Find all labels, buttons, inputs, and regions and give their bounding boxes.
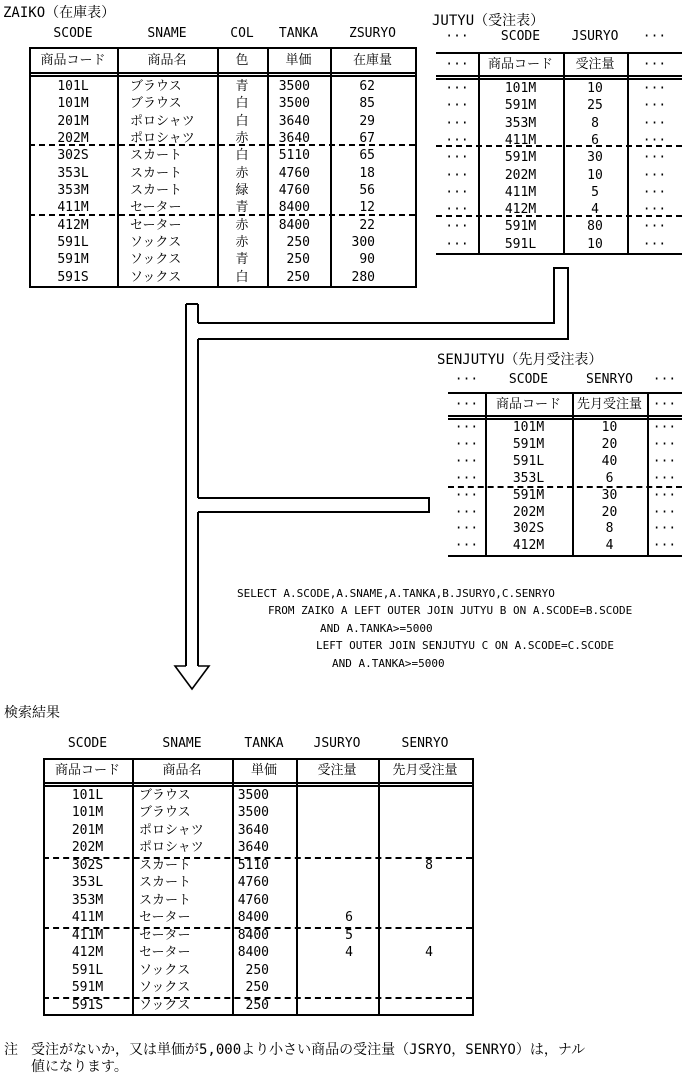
- senjutyu-row-dots: ···: [652, 504, 677, 520]
- zaiko-bottom-border: [29, 286, 415, 288]
- jutyu-row-cell: 202M: [504, 167, 537, 183]
- result-row-cell: [298, 822, 376, 839]
- result-row-cell: ソックス: [139, 962, 191, 978]
- senjutyu-row-dots: ···: [652, 538, 677, 554]
- sql-line-2: FROM ZAIKO A LEFT OUTER JOIN JUTYU B ON A.SCODE=B.SCODE: [268, 604, 633, 617]
- zaiko-row-cell: 青: [235, 79, 249, 94]
- zaiko-row-cell: ブラウス: [130, 79, 182, 94]
- senjutyu-row-dots: ···: [652, 521, 677, 537]
- senjutyu-row-cell: 202M: [512, 504, 545, 520]
- senjutyu-header-cell: 商品コード: [495, 397, 561, 412]
- jutyu-row-cell: 10: [587, 167, 603, 183]
- zaiko-row-cell: 3500: [278, 96, 310, 112]
- result-row-cell: 101L: [71, 788, 104, 803]
- jutyu-row-dots: ···: [642, 236, 667, 252]
- result-row-cell: 353M: [71, 892, 104, 908]
- zaiko-row-cell: 青: [235, 252, 249, 268]
- jutyu-header-cell: ···: [445, 57, 469, 72]
- sql-line-5: AND A.TANKA>=5000: [332, 657, 445, 670]
- result-row-cell: 8400: [237, 910, 269, 926]
- result-row-cell: [298, 997, 376, 1014]
- jutyu-row-dots: ···: [445, 236, 469, 252]
- result-col-label: JSURYO: [313, 737, 361, 751]
- senjutyu-connector-pipe: [198, 498, 429, 512]
- jutyu-row-dots: ···: [445, 98, 469, 114]
- senjutyu-row-cell: 101M: [512, 420, 545, 435]
- result-row-cell: 8400: [237, 945, 269, 961]
- jutyu-row-dots: ···: [642, 219, 667, 235]
- zaiko-col-label: TANKA: [278, 27, 319, 41]
- jutyu-row-dots: ···: [642, 132, 667, 148]
- zaiko-row-cell: 4760: [278, 182, 310, 198]
- arrow-head-icon: [175, 666, 209, 689]
- zaiko-header-cell: 単価: [285, 53, 312, 68]
- note-line-2: 値になります。: [31, 1059, 128, 1075]
- zaiko-col-label: COL: [230, 27, 254, 41]
- result-row-cell: セーター: [139, 927, 191, 943]
- result-col-label: SNAME: [162, 737, 202, 751]
- zaiko-header-double-line-a: [29, 72, 415, 74]
- jutyu-row-cell: 8: [591, 115, 599, 131]
- jutyu-row-cell: 10: [587, 236, 603, 252]
- result-row-cell: スカート: [139, 892, 192, 908]
- jutyu-row-cell: 80: [587, 219, 603, 235]
- jutyu-row-cell: 4: [591, 202, 599, 218]
- jutyu-row-cell: 411M: [504, 132, 537, 148]
- result-row-cell: 5: [345, 927, 353, 943]
- result-row-cell: ソックス: [139, 997, 191, 1013]
- result-row-cell: 250: [245, 980, 269, 996]
- senjutyu-row-dots: ···: [652, 453, 677, 469]
- senjutyu-row-dots: ···: [652, 487, 677, 503]
- jutyu-header-cell: 商品コード: [487, 57, 553, 72]
- jutyu-header-cell: ···: [642, 57, 667, 72]
- zaiko-row-cell: 90: [359, 252, 375, 268]
- zaiko-row-cell: 5110: [278, 148, 310, 164]
- senjutyu-row-cell: 591M: [512, 436, 545, 452]
- senjutyu-row-cell: 6: [605, 470, 614, 486]
- result-row-cell: ソックス: [139, 980, 191, 996]
- zaiko-row-cell: 29: [359, 113, 375, 129]
- result-column-divider: [472, 758, 474, 1016]
- jutyu-header-cell: 受注量: [575, 57, 615, 72]
- zaiko-row-cell: 赤: [235, 165, 249, 181]
- result-label: 検索結果: [4, 705, 60, 721]
- zaiko-row-cell: 22: [359, 217, 375, 233]
- jutyu-row-dots: ···: [642, 167, 667, 183]
- result-row-cell: 353L: [71, 875, 104, 891]
- zaiko-col-label: SNAME: [147, 27, 187, 41]
- zaiko-row-cell: 101M: [57, 96, 89, 112]
- zaiko-row-cell: 青: [235, 200, 249, 216]
- result-row-cell: [380, 962, 470, 979]
- zaiko-row-cell: ブラウス: [130, 96, 182, 112]
- zaiko-row-cell: ソックス: [130, 234, 182, 250]
- zaiko-row-cell: 411M: [57, 200, 89, 216]
- senjutyu-row-cell: 412M: [512, 538, 545, 554]
- zaiko-row-cell: 白: [235, 113, 249, 129]
- result-row-cell: スカート: [139, 857, 192, 873]
- result-col-label: TANKA: [244, 737, 284, 751]
- result-row-cell: [380, 822, 470, 839]
- jutyu-row-dots: ···: [642, 184, 667, 200]
- result-header-double-line-a: [43, 782, 472, 784]
- jutyu-row-cell: 591M: [504, 219, 537, 235]
- result-row-cell: ブラウス: [139, 788, 191, 803]
- zaiko-row-cell: ソックス: [130, 252, 182, 268]
- jutyu-bottom-border: [436, 253, 682, 255]
- zaiko-row-cell: 56: [359, 182, 375, 198]
- zaiko-row-cell: 300: [351, 234, 375, 250]
- jutyu-row-dots: ···: [445, 81, 469, 96]
- jutyu-row-cell: 101M: [504, 81, 537, 96]
- zaiko-row-cell: 緑: [235, 182, 249, 198]
- jutyu-row-dots: ···: [642, 98, 667, 114]
- jutyu-row-dots: ···: [642, 150, 667, 166]
- zaiko-row-cell: 8400: [278, 217, 310, 233]
- senjutyu-row-cell: 353L: [512, 470, 545, 486]
- zaiko-row-cell: ポロシャツ: [130, 113, 195, 129]
- result-row-cell: ポロシャツ: [139, 822, 204, 838]
- zaiko-row-cell: 591L: [57, 234, 89, 250]
- senjutyu-row-dots: ···: [652, 420, 677, 435]
- zaiko-row-cell: 赤: [235, 217, 249, 233]
- result-row-cell: [298, 787, 376, 804]
- zaiko-header-cell: 商品コード: [40, 53, 106, 68]
- result-row-cell: 591M: [71, 980, 104, 996]
- zaiko-row-cell: 白: [235, 148, 249, 164]
- result-row-cell: 202M: [71, 840, 104, 856]
- zaiko-header-double-line-b: [29, 75, 415, 77]
- sql-line-1: SELECT A.SCODE,A.SNAME,A.TANKA,B.JSURYO,C.SENRYO: [237, 587, 555, 600]
- jutyu-row-dots: ···: [445, 115, 469, 131]
- result-row-cell: セーター: [139, 910, 191, 926]
- result-header-cell: 先月受注量: [392, 763, 458, 778]
- zaiko-row-cell: ポロシャツ: [130, 130, 195, 146]
- zaiko-row-cell: 3500: [278, 79, 310, 94]
- zaiko-row-cell: 591M: [57, 252, 89, 268]
- result-row-cell: 302S: [71, 857, 104, 873]
- senjutyu-row-cell: 591L: [512, 453, 545, 469]
- zaiko-row-cell: 18: [359, 165, 375, 181]
- result-row-cell: 6: [345, 910, 353, 926]
- senjutyu-header-cell: ···: [652, 397, 677, 412]
- zaiko-row-cell: 62: [359, 79, 375, 94]
- zaiko-row-cell: 302S: [57, 148, 89, 164]
- zaiko-row-cell: 白: [235, 269, 249, 285]
- zaiko-header-cell: 商品名: [147, 53, 187, 68]
- zaiko-row-cell: 65: [359, 148, 375, 164]
- zaiko-row-cell: 101L: [57, 79, 89, 94]
- senjutyu-row-dots: ···: [454, 436, 479, 452]
- jutyu-row-cell: 591L: [504, 236, 537, 252]
- jutyu-row-dots: ···: [445, 150, 469, 166]
- jutyu-col-label: SCODE: [500, 30, 541, 44]
- jutyu-table-title: JUTYU（受注表）: [432, 13, 545, 29]
- result-bottom-border: [43, 1014, 472, 1016]
- jutyu-row-dots: ···: [445, 219, 469, 235]
- result-row-cell: 3640: [237, 840, 269, 856]
- zaiko-col-label: ZSURYO: [349, 27, 396, 41]
- jutyu-col-label: ···: [445, 30, 469, 44]
- zaiko-row-cell: 4760: [278, 165, 310, 181]
- senjutyu-row-cell: 40: [601, 453, 618, 469]
- result-row-cell: [298, 857, 376, 874]
- result-row-cell: スカート: [139, 875, 192, 891]
- jutyu-row-cell: 591M: [504, 98, 537, 114]
- jutyu-row-cell: 353M: [504, 115, 537, 131]
- result-row-cell: 591L: [71, 962, 104, 978]
- zaiko-row-cell: 67: [359, 130, 375, 146]
- senjutyu-row-cell: 302S: [512, 521, 545, 537]
- note-line-1: 受注がないか，又は単価が5,000より小さい商品の受注量（JSRYO，SENRYO）は，ナル: [31, 1042, 586, 1058]
- jutyu-row-cell: 412M: [504, 202, 537, 218]
- zaiko-row-cell: 201M: [57, 113, 89, 129]
- result-col-label: SENRYO: [401, 737, 449, 751]
- result-row-cell: [380, 804, 470, 821]
- zaiko-row-cell: 591S: [57, 269, 89, 285]
- zaiko-row-cell: 280: [351, 269, 375, 285]
- senjutyu-row-cell: 10: [601, 420, 618, 435]
- zaiko-row-cell: 250: [286, 252, 310, 268]
- result-row-cell: [380, 892, 470, 909]
- senjutyu-row-dots: ···: [652, 470, 677, 486]
- jutyu-row-cell: 6: [591, 132, 599, 148]
- arrow-trunk: [186, 304, 198, 666]
- zaiko-row-cell: 白: [235, 96, 249, 112]
- zaiko-row-cell: スカート: [130, 148, 183, 164]
- zaiko-row-cell: 250: [286, 269, 310, 285]
- jutyu-header-double-line-a: [436, 75, 682, 77]
- senjutyu-row-dots: ···: [652, 436, 677, 452]
- result-row-cell: 201M: [71, 822, 104, 838]
- result-header-cell: 商品コード: [54, 763, 120, 778]
- result-header-cell: 商品名: [162, 763, 202, 778]
- sql-line-3: AND A.TANKA>=5000: [320, 622, 433, 635]
- result-row-cell: 8: [425, 857, 433, 873]
- result-row-cell: 101M: [71, 805, 104, 821]
- result-row-cell: 8400: [237, 927, 269, 943]
- senjutyu-row-cell: 30: [601, 487, 618, 503]
- jutyu-row-cell: 5: [591, 184, 599, 200]
- zaiko-row-cell: 赤: [235, 234, 249, 250]
- result-row-cell: [380, 839, 470, 856]
- jutyu-row-cell: 30: [587, 150, 603, 166]
- zaiko-row-cell: 3640: [278, 113, 310, 129]
- result-row-cell: [380, 909, 470, 926]
- result-row-cell: 411M: [71, 910, 104, 926]
- senjutyu-table-title: SENJUTYU（先月受注表）: [437, 352, 603, 368]
- result-row-cell: [380, 927, 470, 944]
- jutyu-row-dots: ···: [642, 81, 667, 96]
- result-row-cell: [380, 997, 470, 1014]
- result-row-cell: 411M: [71, 927, 104, 943]
- note-marker: 注: [4, 1042, 18, 1058]
- senjutyu-row-dots: ···: [454, 487, 479, 503]
- senjutyu-header-cell: 先月受注量: [576, 397, 642, 412]
- zaiko-row-cell: 3640: [278, 130, 310, 146]
- result-row-cell: [380, 979, 470, 996]
- jutyu-row-dots: ···: [445, 184, 469, 200]
- jutyu-row-cell: 591M: [504, 150, 537, 166]
- result-row-cell: [380, 874, 470, 891]
- jutyu-row-dots: ···: [445, 202, 469, 218]
- result-row-cell: [298, 962, 376, 979]
- zaiko-row-cell: 250: [286, 234, 310, 250]
- result-row-cell: 591S: [71, 997, 104, 1013]
- zaiko-row-cell: 12: [359, 200, 375, 216]
- senjutyu-header-cell: ···: [454, 397, 479, 412]
- result-row-cell: 4760: [237, 892, 269, 908]
- zaiko-row-cell: スカート: [130, 182, 183, 198]
- senjutyu-row-cell: 20: [601, 504, 618, 520]
- zaiko-header-cell: 色: [235, 53, 249, 68]
- zaiko-row-cell: 85: [359, 96, 375, 112]
- result-row-cell: 412M: [71, 945, 104, 961]
- jutyu-col-label: JSURYO: [571, 30, 619, 44]
- result-row-cell: 250: [245, 997, 269, 1013]
- result-header-cell: 単価: [250, 763, 277, 778]
- senjutyu-row-cell: 20: [601, 436, 618, 452]
- senjutyu-row-cell: 4: [605, 538, 614, 554]
- zaiko-row-cell: 353M: [57, 182, 89, 198]
- senjutyu-row-dots: ···: [454, 521, 479, 537]
- result-row-cell: [298, 979, 376, 996]
- zaiko-row-cell: 412M: [57, 217, 89, 233]
- sql-line-4: LEFT OUTER JOIN SENJUTYU C ON A.SCODE=C.SCODE: [316, 639, 615, 652]
- result-row-cell: 3500: [237, 788, 269, 803]
- result-row-cell: セーター: [139, 945, 191, 961]
- result-row-cell: 4: [345, 945, 353, 961]
- senjutyu-row-dots: ···: [454, 453, 479, 469]
- senjutyu-row-dots: ···: [454, 504, 479, 520]
- senjutyu-row-dots: ···: [454, 420, 479, 435]
- jutyu-row-dots: ···: [642, 202, 667, 218]
- result-row-cell: [298, 892, 376, 909]
- result-header-cell: 受注量: [317, 763, 357, 778]
- jutyu-row-dots: ···: [445, 167, 469, 183]
- zaiko-row-cell: 353L: [57, 165, 89, 181]
- senjutyu-row-dots: ···: [454, 470, 479, 486]
- result-row-cell: 5110: [237, 857, 269, 873]
- zaiko-header-cell: 在庫量: [352, 53, 392, 68]
- result-col-label: SCODE: [67, 737, 108, 751]
- zaiko-column-divider: [415, 47, 417, 288]
- senjutyu-col-label: ···: [652, 373, 677, 387]
- senjutyu-col-label: ···: [454, 373, 479, 387]
- result-row-cell: 4760: [237, 875, 269, 891]
- senjutyu-col-label: SENRYO: [586, 373, 633, 387]
- jutyu-col-label: ···: [642, 30, 667, 44]
- result-row-cell: [380, 787, 470, 804]
- jutyu-row-cell: 10: [587, 81, 603, 96]
- zaiko-row-cell: セーター: [130, 200, 182, 216]
- result-row-cell: ブラウス: [139, 805, 191, 821]
- zaiko-row-cell: 202M: [57, 130, 89, 146]
- zaiko-row-cell: セーター: [130, 217, 182, 233]
- zaiko-table-title: ZAIKO（在庫表）: [3, 5, 116, 21]
- senjutyu-row-dots: ···: [454, 538, 479, 554]
- zaiko-row-cell: 8400: [278, 200, 310, 216]
- result-row-cell: 3500: [237, 805, 269, 821]
- result-row-cell: [298, 804, 376, 821]
- result-row-cell: 4: [425, 945, 433, 961]
- zaiko-col-label: SCODE: [53, 27, 93, 41]
- senjutyu-row-cell: 8: [605, 521, 614, 537]
- zaiko-row-cell: 赤: [235, 130, 249, 146]
- jutyu-row-dots: ···: [445, 132, 469, 148]
- jutyu-row-cell: 411M: [504, 184, 537, 200]
- jutyu-row-cell: 25: [587, 98, 603, 114]
- result-row-cell: [298, 874, 376, 891]
- result-row-cell: ポロシャツ: [139, 840, 204, 856]
- zaiko-row-cell: スカート: [130, 165, 183, 181]
- result-row-cell: [298, 839, 376, 856]
- senjutyu-row-cell: 591M: [512, 487, 545, 503]
- zaiko-row-cell: ソックス: [130, 269, 182, 285]
- senjutyu-col-label: SCODE: [508, 373, 549, 387]
- result-row-cell: 3640: [237, 822, 269, 838]
- result-row-cell: 250: [245, 962, 269, 978]
- jutyu-row-dots: ···: [642, 115, 667, 131]
